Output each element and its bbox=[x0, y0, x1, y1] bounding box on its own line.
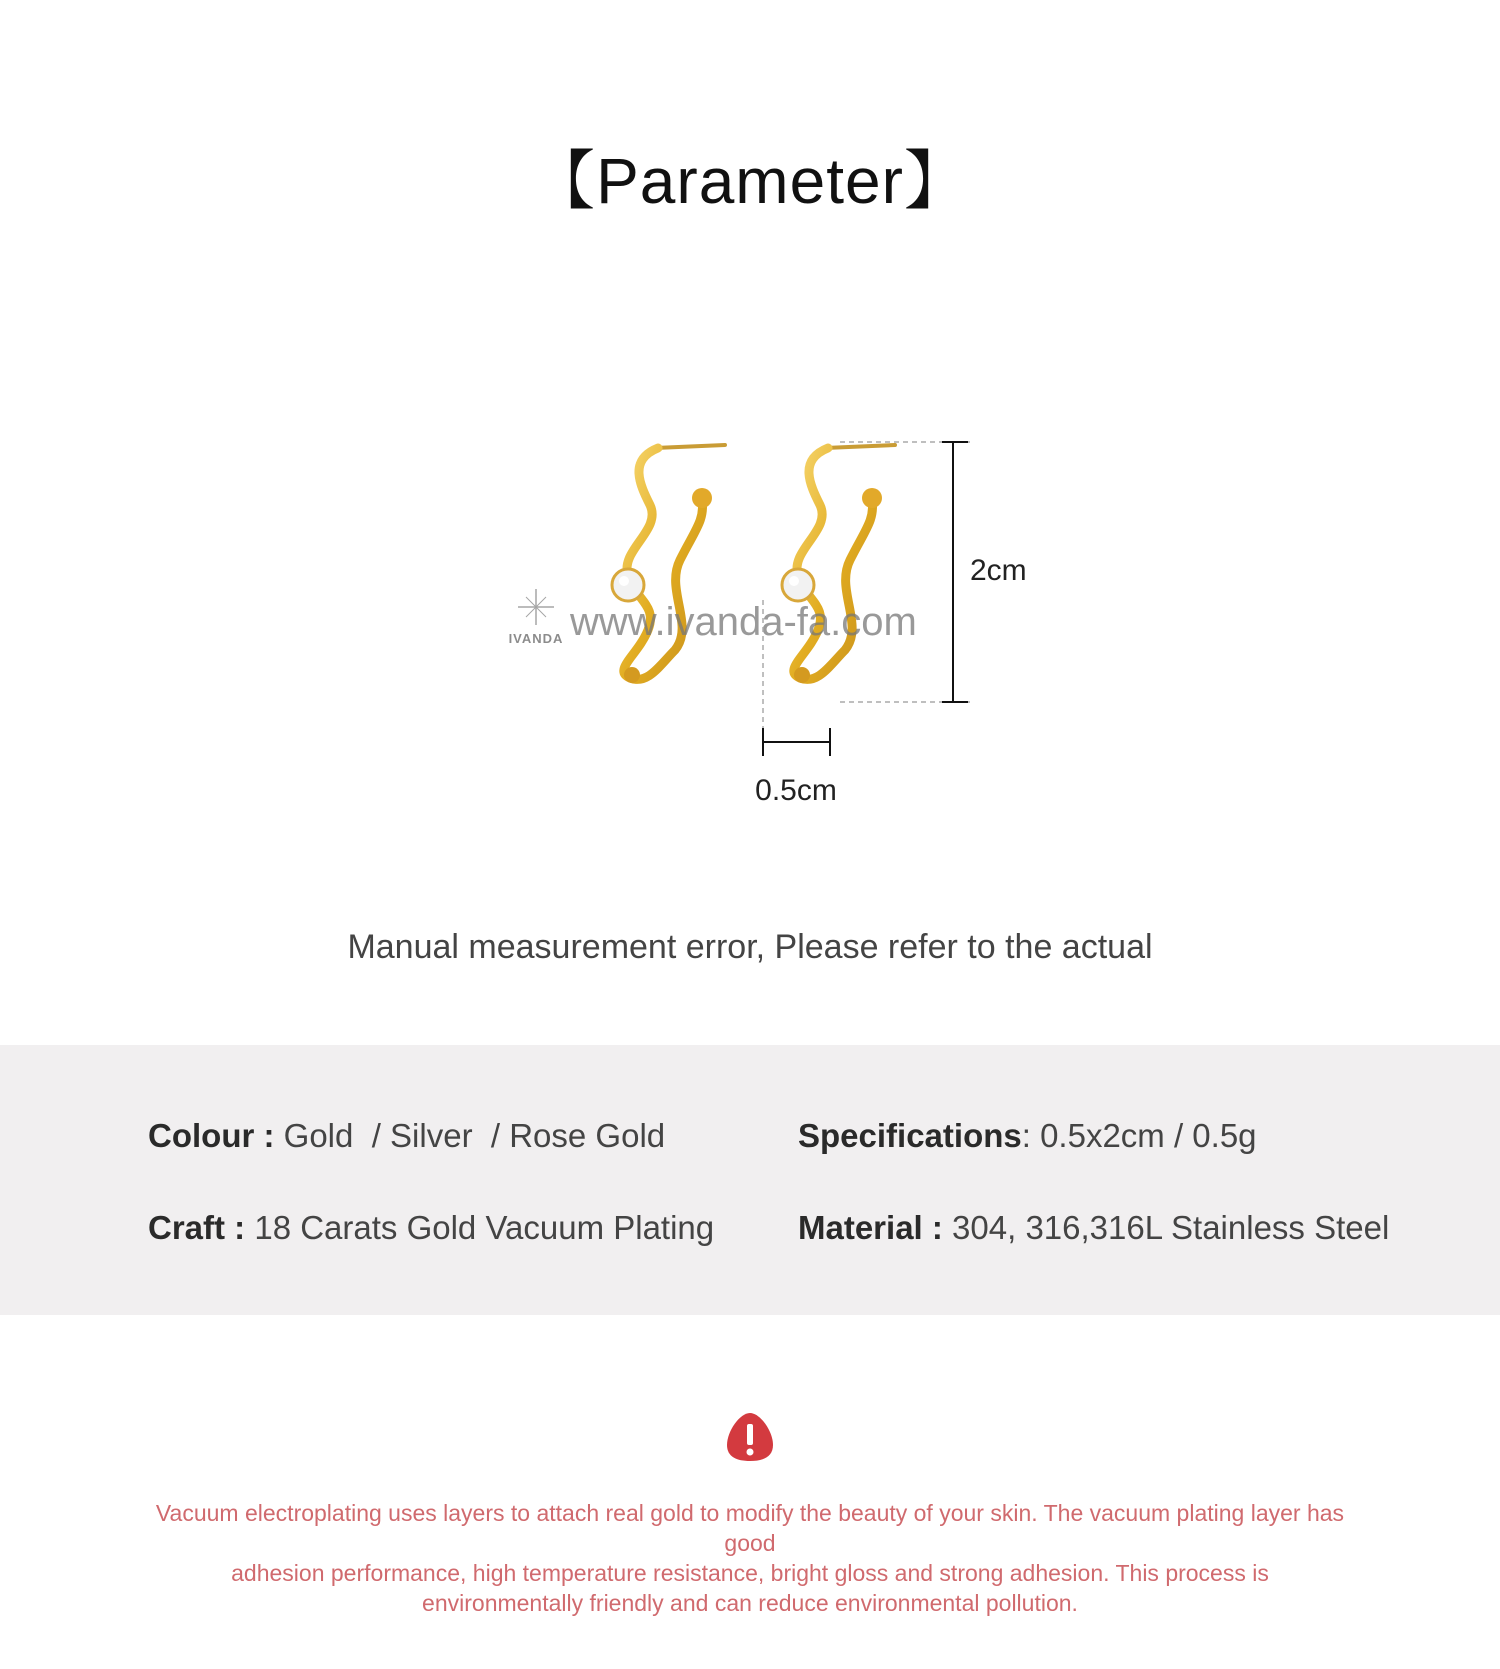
watermark-url: www.ivanda-fa.com bbox=[570, 600, 917, 644]
plating-note-line-2: adhesion performance, high temperature resistance, bright gloss and strong adhesion. This process is bbox=[231, 1560, 1269, 1586]
plating-note-line-1: Vacuum electroplating uses layers to attach real gold to modify the beauty of your skin. The vacuum plating layer has good bbox=[155, 1500, 1345, 1556]
height-dimension bbox=[840, 442, 970, 702]
spec-craft-key: Craft : bbox=[148, 1209, 246, 1246]
spec-material-value: 304, 316,316L Stainless Steel bbox=[952, 1209, 1390, 1246]
measurement-disclaimer: Manual measurement error, Please refer to the actual bbox=[347, 928, 1153, 966]
spec-colour-key: Colour : bbox=[148, 1117, 275, 1154]
plating-note-line-3: environmentally friendly and can reduce environmental pollution. bbox=[422, 1590, 1078, 1616]
star-logo-icon bbox=[518, 589, 554, 625]
spec-craft bbox=[148, 1209, 714, 1247]
page-title: 【Parameter】 bbox=[531, 145, 969, 217]
watermark bbox=[509, 589, 917, 646]
spec-material bbox=[798, 1209, 1389, 1247]
spec-specifications-value: : 0.5x2cm / 0.5g bbox=[1021, 1117, 1257, 1154]
earring-right bbox=[782, 445, 895, 683]
warning-icon bbox=[725, 1411, 775, 1463]
spec-specifications bbox=[798, 1117, 1257, 1155]
product-figure bbox=[500, 430, 1060, 810]
earring-left bbox=[612, 445, 725, 683]
spec-craft-value: 18 Carats Gold Vacuum Plating bbox=[254, 1209, 715, 1246]
spec-specifications-key: Specifications bbox=[798, 1117, 1022, 1154]
spec-colour bbox=[148, 1117, 665, 1155]
spec-panel bbox=[0, 1045, 1500, 1315]
spec-material-key: Material : bbox=[798, 1209, 943, 1246]
watermark-brand: IVANDA bbox=[508, 631, 564, 646]
height-label: 2cm bbox=[970, 554, 1027, 587]
spec-colour-value: Gold / Silver / Rose Gold bbox=[283, 1117, 666, 1154]
plating-note bbox=[140, 1498, 1360, 1618]
width-label: 0.5cm bbox=[755, 774, 837, 807]
